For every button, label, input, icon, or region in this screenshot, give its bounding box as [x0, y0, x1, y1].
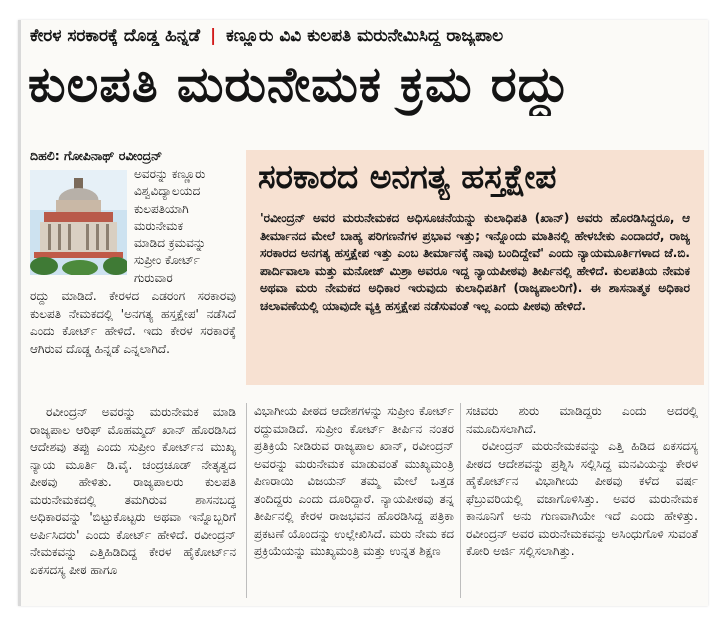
kicker-separator: | — [209, 26, 217, 46]
page-edge — [18, 20, 21, 606]
highlight-box — [246, 150, 704, 385]
kicker-left: ಕೇರಳ ಸರಕಾರಕ್ಕೆ ದೊಡ್ಡ ಹಿನ್ನಡೆ — [30, 26, 201, 46]
supreme-court-photo — [30, 170, 127, 275]
column-2-text: ವಿಭಾಗೀಯ ಪೀಠದ ಆದೇಶಗಳನ್ನು ಸುಪ್ರೀಂ ಕೋರ್ಟ್ ರದ್ದುಮಾಡಿದೆ. ಸುಪ್ರೀಂ ಕೋರ್ಟ್ ತೀರ್ಪಿನ ನಂತರ ಪ್ರತಿಕ್ರಿಯೆ ನೀಡಿರುವ ರಾಜ್ಯಪಾಲ ಖಾನ್, ರವೀಂದ್ರನ್ ಅವರನ್ನು ಮರುನೇಮಕ ಮಾಡುವಂತೆ ಮುಖ್ಯಮಂತ್ರಿ ಪಿಣರಾಯಿ ವಿಜಯನ್ ತಮ್ಮ ಮೇಲೆ ಒತ್ತಡ ತಂದಿದ್ದರು ಎಂದು ದೂರಿದ್ದಾರೆ. ನ್ಯಾಯಪೀಠವು ತನ್ನ ತೀರ್ಪಿನಲ್ಲಿ ಕೇರಳ ರಾಜಭವನ ಹೊರಡಿಸಿದ್ದ ಪತ್ರಿಕಾ ಪ್ರಕಟಣೆ ಯೊಂದನ್ನು ಉಲ್ಲೇಖಿಸಿದೆ. ಮರು ನೇಮ ಕದ ಪ್ರಕ್ರಿಯೆಯನ್ನು ಮುಖ್ಯಮಂತ್ರಿ ಮತ್ತು ಉನ್ನತ ಶಿಕ್ಷಣ — [254, 404, 454, 558]
headline: ಕುಲಪತಿ ಮರುನೇಮಕ ಕ್ರಮ ರದ್ದು — [28, 56, 571, 113]
column-3-paragraph-1: ಸಚಿವರು ಶುರು ಮಾಡಿದ್ದರು ಎಂದು ಅದರಲ್ಲಿ ನಮೂದಿಸಲಾಗಿದೆ. — [466, 404, 698, 436]
newspaper-clipping — [18, 20, 708, 606]
supreme-court-illustration — [30, 170, 127, 275]
column-3-text — [466, 403, 698, 603]
highlight-title: ಸರಕಾರದ ಅನಗತ್ಯ ಹಸ್ತಕ್ಷೇಪ — [258, 157, 557, 196]
column-3-paragraph-2: ರವೀಂದ್ರನ್ ಮರುನೇಮಕವನ್ನು ಎತ್ತಿ ಹಿಡಿದ ಏಕಸದಸ್ಯ ಪೀಠದ ಆದೇಶವನ್ನು ಪ್ರಶ್ನಿಸಿ ಸಲ್ಲಿಸಿದ್ದ ಮನವಿಯನ್ನು ಕೇರಳ ಹೈಕೋರ್ಟ್‌ನ ವಿಭಾಗೀಯ ಪೀಠವು ಕಳೆದ ವರ್ಷ ಫೆಬ್ರುವರಿಯಲ್ಲಿ ವಜಾಗೊಳಿಸಿತ್ತು. ಅವರ ಮರುನೇಮಕ ಕಾನೂನಿಗೆ ಅನು ಗುಣವಾಗಿಯೇ ಇದೆ ಎಂದು ಹೇಳಿತ್ತು. ರವೀಂದ್ರನ್ ಅವರ ಮರುನೇಮಕವನ್ನು ಅಸಿಂಧುಗೊಳಿ ಸುವಂತೆ ಕೋರಿ ಅರ್ಜಿ ಸಲ್ಲಿಸಲಾಗಿತ್ತು. — [466, 439, 698, 558]
column-1-lower-text: ರವೀಂದ್ರನ್ ಅವರನ್ನು ಮರುನೇಮಕ ಮಾಡಿ ರಾಜ್ಯಪಾಲ ಆರಿಫ್ ಮೊಹಮ್ಮದ್ ಖಾನ್ ಹೊರಡಿಸಿದ ಆದೇಶವು ತಪ್ಪು ಎಂದು ಸುಪ್ರೀಂ ಕೋರ್ಟ್‌ನ ಮುಖ್ಯ ನ್ಯಾಯ ಮೂರ್ತಿ ಡಿ.ವೈ. ಚಂದ್ರಚೂಡ್ ನೇತೃತ್ವದ ಪೀಠವು ಹೇಳಿತು. ರಾಜ್ಯಪಾಲರು ಕುಲಪತಿ ಮರುನೇಮಕದಲ್ಲಿ ತಮಗಿರುವ ಶಾಸನಬದ್ಧ ಅಧಿಕಾರವನ್ನು 'ಬಿಟ್ಟುಕೊಟ್ಟರು ಅಥವಾ ಇನ್ನೊಬ್ಬರಿಗೆ ಅರ್ಪಿಸಿದರು' ಎಂದು ಕೋರ್ಟ್ ಹೇಳಿದೆ. ರವೀಂದ್ರನ್ ನೇಮಕವನ್ನು ಎತ್ತಿಹಿಡಿದಿದ್ದ ಕೇರಳ ಹೈಕೋರ್ಟ್‌ನ ಏಕಸದಸ್ಯ ಪೀಠ ಹಾಗೂ — [30, 405, 236, 577]
intro-text: ಅವರನ್ನು ಕಣ್ಣೂರು ವಿಶ್ವವಿದ್ಯಾಲಯದ ಕುಲಪತಿಯಾಗಿ ಮರುನೇಮಕ ಮಾಡಿದ ಕ್ರಮವನ್ನು ಸುಪ್ರೀಂ ಕೋರ್ಟ್ ಗುರುವಾರ — [134, 167, 206, 285]
column-divider — [460, 403, 461, 598]
byline: ದಿಹಲಿ: ಗೋಪಿನಾಥ್ ರವೀಂದ್ರನ್ — [30, 148, 163, 163]
kicker-line — [30, 26, 690, 46]
kicker-right: ಕಣ್ಣೂರು ವಿವಿ ಕುಲಪತಿ ಮರುನೇಮಿಸಿದ್ದ ರಾಜ್ಯಪಾಲ — [226, 26, 504, 46]
highlight-quote-text: 'ರವೀಂದ್ರನ್ ಅವರ ಮರುನೇಮಕದ ಅಧಿಸೂಚನೆಯನ್ನು ಕುಲಾಧಿಪತಿ (ಖಾನ್) ಅವರು ಹೊರಡಿಸಿದ್ದರೂ, ಆ ತೀರ್ಮಾನದ ಮೇಲೆ ಬಾಹ್ಯ ಪರಿಗಣನೆಗಳ ಪ್ರಭಾವ ಇತ್ತು; ಇನ್ನೊಂದು ಮಾತಿನಲ್ಲಿ ಹೇಳಬೇಕು ಎಂದಾದರೆ, ರಾಜ್ಯ ಸರಕಾರದ ಅನಗತ್ಯ ಹಸ್ತಕ್ಷೇಪ ಇತ್ತು ಎಂಬ ತೀರ್ಮಾನಕ್ಕೆ ನಾವು ಬಂದಿದ್ದೇವೆ' ಎಂದು ನ್ಯಾಯಮೂರ್ತಿಗಳಾದ ಜೆ.ಬಿ. ಪಾರ್ದಿವಾಲಾ ಮತ್ತು ಮನೋಜ್ ಮಿಶ್ರಾ ಅವರೂ ಇದ್ದ ನ್ಯಾಯಪೀಠವು ತೀರ್ಪಿನಲ್ಲಿ ಹೇಳಿದೆ. ಕುಲಪತಿಯ ನೇಮಕ ಅಥವಾ ಮರು ನೇಮಕದ ಅಧಿಕಾರ ಇರುವುದು ಕುಲಾಧಿಪತಿಗೆ (ರಾಜ್ಯಪಾಲರಿಗೆ). ಈ ಶಾಸನಾತ್ಮಕ ಅಧಿಕಾರ ಚಲಾವಣೆಯಲ್ಲಿ ಯಾವುದೇ ವ್ಯಕ್ತಿ ಹಸ್ತಕ್ಷೇಪ ನಡೆಸುವಂತೆ ಇಲ್ಲ ಎಂದು ಪೀಠವು ಹೇಳಿದೆ. — [260, 211, 690, 313]
column-divider — [246, 403, 247, 598]
column-1-upper-text: ರದ್ದು ಮಾಡಿದೆ. ಕೇರಳದ ಎಡರಂಗ ಸರಕಾರವು ಕುಲಪತಿ ನೇಮಕದಲ್ಲಿ 'ಅನಗತ್ಯ ಹಸ್ತಕ್ಷೇಪ' ನಡೆಸಿದೆ ಎಂದು ಕೋರ್ಟ್ ಹೇಳಿದೆ. ಇದು ಕೇರಳ ಸರಕಾರಕ್ಕೆ ಆಗಿರುವ ದೊಡ್ಡ ಹಿನ್ನಡೆ ಎನ್ನಲಾಗಿದೆ. — [30, 289, 236, 356]
